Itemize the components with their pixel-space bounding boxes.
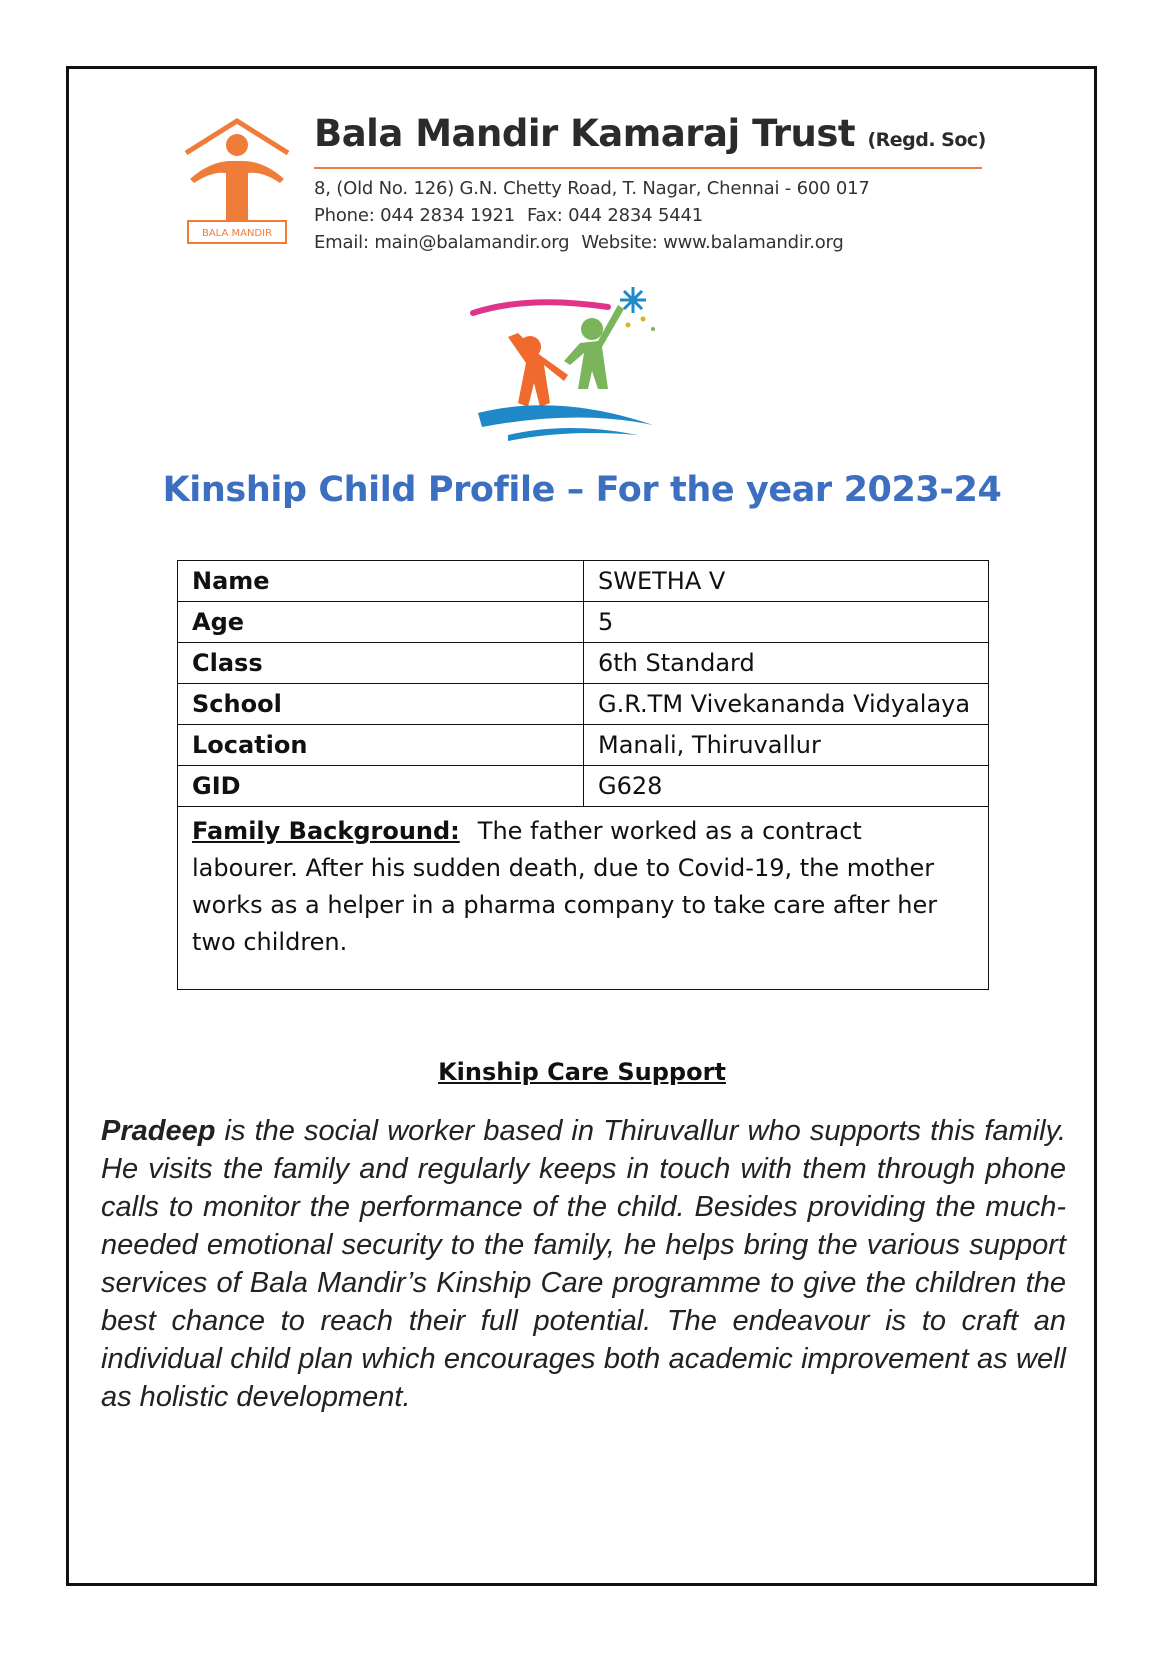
org-name-text: Bala Mandir Kamaraj Trust [314, 112, 856, 155]
table-row [178, 602, 989, 643]
table-row [178, 561, 989, 602]
support-text: is the social worker based in Thiruvallur who supports this family. He visits the family and regularly keeps in touch with them through phone calls to monitor the performance of the child. Besides providing the much-needed emotional security to the family, he helps bring the various support services of Bala Mandir’s Kinship Care programme to give the children the best chance to reach their full potential. The endeavour is to craft an individual child plan which encourages both academic improvement as well as holistic development. [101, 1115, 1066, 1413]
row-label: Age [178, 602, 584, 643]
table-row [178, 766, 989, 807]
row-label: Name [178, 561, 584, 602]
support-paragraph [101, 1112, 1066, 1416]
bala-mandir-logo-icon [182, 117, 292, 257]
row-value: 5 [584, 602, 989, 643]
org-email: Email: main@balamandir.org [314, 232, 570, 253]
row-value: SWETHA V [584, 561, 989, 602]
org-address: 8, (Old No. 126) G.N. Chetty Road, T. Nagar, Chennai - 600 017 [314, 178, 870, 199]
org-email-web [314, 232, 844, 253]
header-divider [314, 167, 982, 169]
row-label: School [178, 684, 584, 725]
table-row [178, 725, 989, 766]
logo-caption: BALA MANDIR [201, 228, 273, 239]
page-title: Kinship Child Profile – For the year 2023-24 [162, 470, 1002, 510]
family-background-cell [178, 807, 989, 990]
org-phone: Phone: 044 2834 1921 [314, 205, 515, 226]
table-row [178, 643, 989, 684]
row-value: G628 [584, 766, 989, 807]
row-label: GID [178, 766, 584, 807]
row-value: 6th Standard [584, 643, 989, 684]
org-website: Website: www.balamandir.org [581, 232, 844, 253]
row-label: Location [178, 725, 584, 766]
org-regd: (Regd. Soc) [867, 129, 986, 151]
social-worker-name: Pradeep [101, 1115, 216, 1147]
family-background-text: The father worked as a contract labourer. After his sudden death, due to Covid-19, the mother works as a helper in a pharma company to take care after her two children. [192, 817, 938, 956]
row-value: Manali, Thiruvallur [584, 725, 989, 766]
org-name [314, 112, 986, 155]
kinship-children-icon [468, 285, 668, 450]
family-background-label: Family Background: [192, 817, 460, 845]
section-title: Kinship Care Support [438, 1058, 726, 1086]
org-phone-fax [314, 205, 703, 226]
row-value: G.R.TM Vivekananda Vidyalaya [584, 684, 989, 725]
org-fax: Fax: 044 2834 5441 [526, 205, 703, 226]
table-row [178, 684, 989, 725]
row-label: Class [178, 643, 584, 684]
family-background-row [178, 807, 989, 990]
child-profile-table [177, 560, 989, 990]
